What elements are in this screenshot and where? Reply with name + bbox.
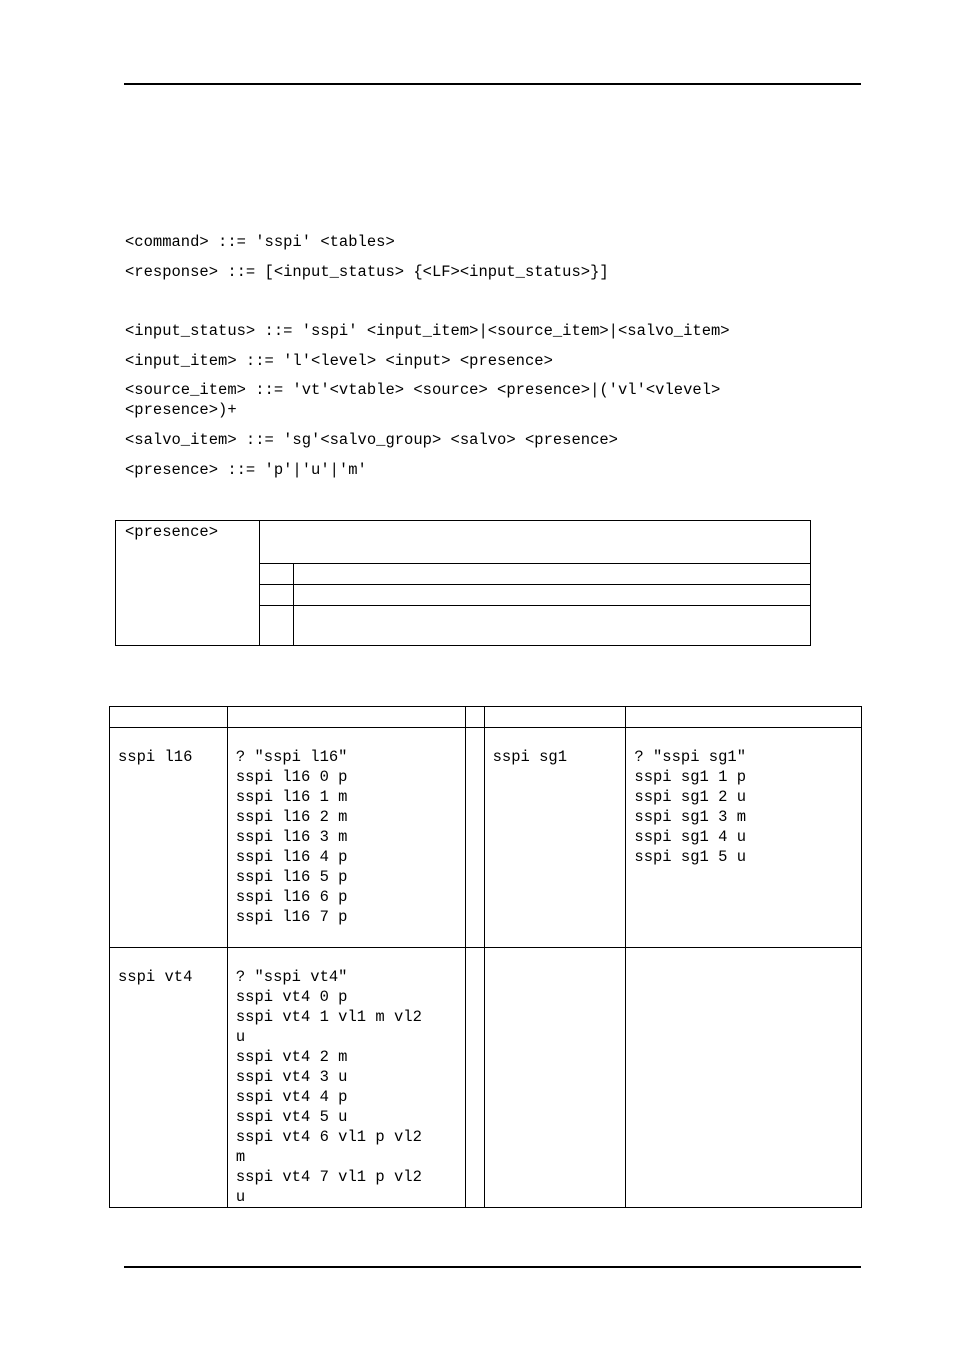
- example-command: sspi l16: [110, 728, 228, 948]
- header-cell: [110, 707, 228, 728]
- header-cell: [227, 707, 465, 728]
- table-header-row: [110, 707, 862, 728]
- table-row: [110, 948, 862, 1208]
- header-rule: [124, 83, 861, 85]
- example-response: ? "sspi vt4" sspi vt4 0 p sspi vt4 1 vl1 m vl2 u sspi vt4 2 m sspi vt4 3 u sspi vt4 4 p sspi vt4 5 u sspi vt4 6 vl1 p vl2 m sspi vt4 7 vl1 p vl2 u: [227, 948, 465, 1208]
- header-cell: [484, 707, 626, 728]
- presence-code-cell: [260, 605, 294, 645]
- grammar-input-status: <input_status> ::= 'sspi' <input_item>|<source_item>|<salvo_item>: [125, 322, 730, 340]
- presence-meaning-cell: [294, 564, 811, 584]
- grammar-block: [125, 232, 855, 479]
- presence-meaning-cell: [294, 584, 811, 605]
- grammar-presence: <presence> ::= 'p'|'u'|'m': [125, 461, 367, 479]
- empty-cell: [626, 948, 862, 1208]
- empty-cell: [484, 948, 626, 1208]
- footer-rule: [124, 1266, 861, 1268]
- presence-table: [115, 520, 811, 646]
- presence-meaning-cell: [294, 605, 811, 645]
- grammar-response: <response> ::= [<input_status> {<LF><input_status>}]: [125, 263, 609, 281]
- grammar-input-item: <input_item> ::= 'l'<level> <input> <presence>: [125, 352, 553, 370]
- example-response: ? "sspi l16" sspi l16 0 p sspi l16 1 m sspi l16 2 m sspi l16 3 m sspi l16 4 p sspi l16 5 p sspi l16 6 p sspi l16 7 p: [227, 728, 465, 948]
- example-command: sspi sg1: [484, 728, 626, 948]
- presence-code-cell: [260, 584, 294, 605]
- spacer-cell: [465, 948, 484, 1208]
- example-command: sspi vt4: [110, 948, 228, 1208]
- presence-code-cell: [260, 564, 294, 584]
- grammar-command: <command> ::= 'sspi' <tables>: [125, 233, 395, 251]
- example-response: ? "sspi sg1" sspi sg1 1 p sspi sg1 2 u sspi sg1 3 m sspi sg1 4 u sspi sg1 5 u: [626, 728, 862, 948]
- examples-table: [109, 706, 862, 1208]
- table-row: [110, 728, 862, 948]
- presence-label: <presence>: [116, 521, 260, 646]
- header-cell: [626, 707, 862, 728]
- grammar-source-item-cont: <presence>)+: [125, 401, 237, 419]
- grammar-salvo-item: <salvo_item> ::= 'sg'<salvo_group> <salvo> <presence>: [125, 431, 618, 449]
- spacer-cell: [465, 728, 484, 948]
- grammar-source-item: <source_item> ::= 'vt'<vtable> <source> <presence>|('vl'<vlevel>: [125, 381, 721, 399]
- presence-description: [260, 521, 811, 564]
- header-cell: [465, 707, 484, 728]
